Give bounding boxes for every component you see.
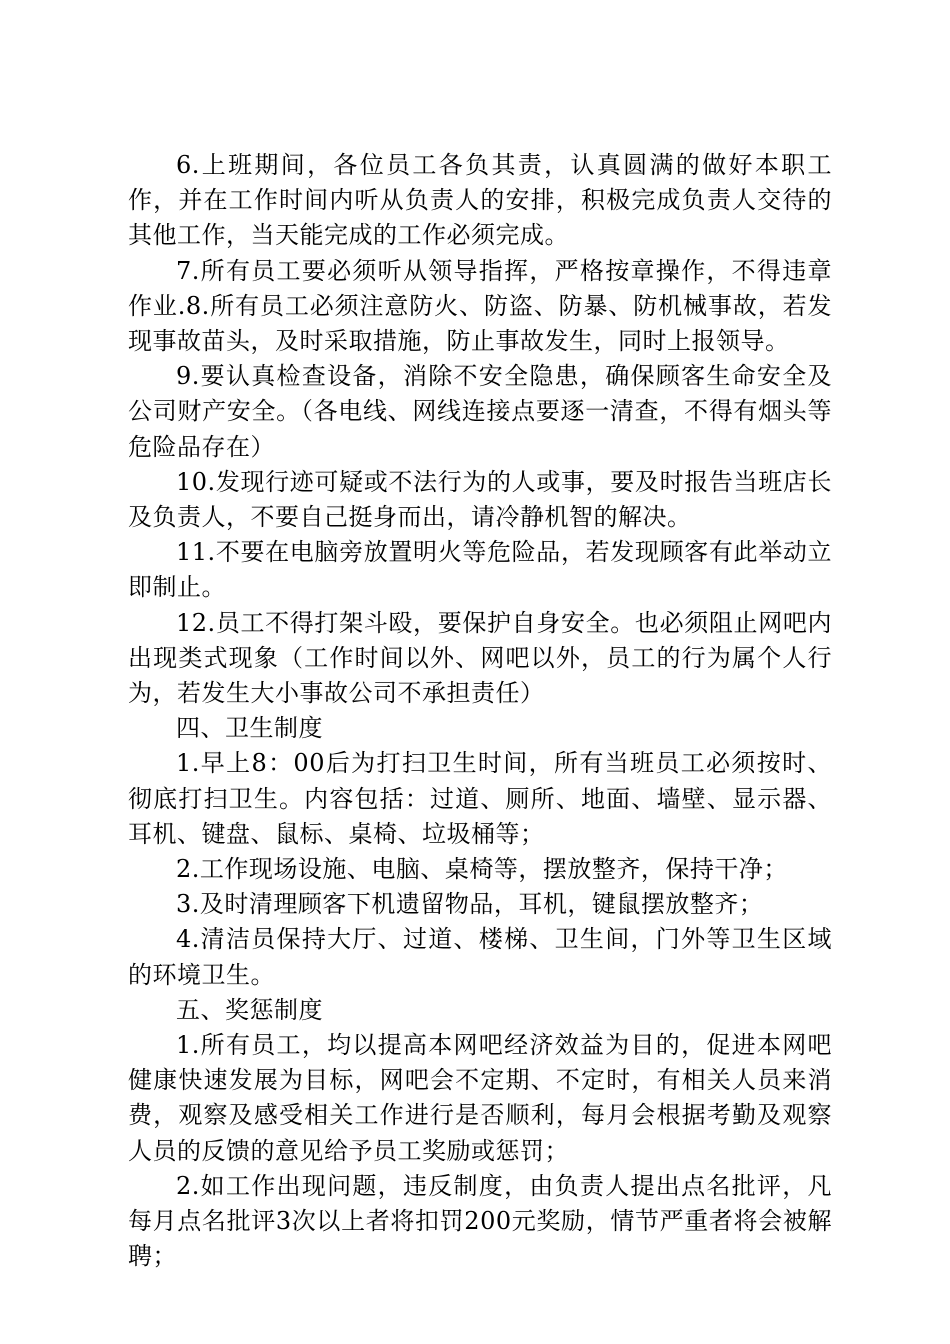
paragraph-rule-10: 10.发现行迹可疑或不法行为的人或事，要及时报告当班店长及负责人，不要自己挺身而出，请冷静机智的解决。 bbox=[128, 467, 832, 532]
paragraph-hygiene-3: 3.及时清理顾客下机遗留物品，耳机，键鼠摆放整齐； bbox=[176, 890, 764, 919]
paragraph-rule-11: 11.不要在电脑旁放置明火等危险品，若发现顾客有此举动立即制止。 bbox=[128, 538, 832, 602]
paragraph-rule-9: 9.要认真检查设备，消除不安全隐患，确保顾客生命安全及公司财产安全。（各电线、网线连接点要逐一清查，不得有烟头等危险品存在） bbox=[128, 362, 832, 461]
paragraph-hygiene-4: 4.清洁员保持大厅、过道、楼梯、卫生间，门外等卫生区域的环境卫生。 bbox=[128, 925, 832, 989]
paragraph-rule-6: 6.上班期间，各位员工各负其责，认真圆满的做好本职工作，并在工作时间内听从负责人的安排，积极完成负责人交待的其他工作，当天能完成的工作必须完成。 bbox=[128, 151, 832, 250]
paragraph-rule-12: 12.员工不得打架斗殴，要保护自身安全。也必须阻止网吧内出现类式现象（工作时间以外、网吧以外，员工的行为属个人行为，若发生大小事故公司不承担责任） bbox=[128, 608, 832, 708]
paragraph-hygiene-1: 1.早上8：00后为打扫卫生时间，所有当班员工必须按时、彻底打扫卫生。内容包括：过道、厕所、地面、墙壁、显示器、耳机、键盘、鼠标、桌椅、垃圾桶等； bbox=[128, 749, 832, 848]
section-heading-rewards: 五、奖惩制度 bbox=[176, 995, 323, 1024]
paragraph-rewards-2: 2.如工作出现问题，违反制度，由负责人提出点名批评，凡每月点名批评3次以上者将扣罚200元奖励，情节严重者将会被解聘； bbox=[128, 1171, 832, 1271]
paragraph-rule-7-8: 7.所有员工要必须听从领导指挥，严格按章操作，不得违章作业.8.所有员工必须注意防火、防盗、防暴、防机械事故，若发现事故苗头，及时采取措施，防止事故发生，同时上报领导。 bbox=[128, 256, 832, 356]
paragraph-rewards-1: 1.所有员工，均以提高本网吧经济效益为目的，促进本网吧健康快速发展为目标，网吧会不定期、不定时，有相关人员来消费，观察及感受相关工作进行是否顺利，每月会根据考勤及观察人员的反馈的意见给予员工奖励或惩罚； bbox=[128, 1031, 832, 1165]
section-heading-hygiene: 四、卫生制度 bbox=[176, 714, 323, 743]
paragraph-hygiene-2: 2.工作现场设施、电脑、桌椅等，摆放整齐，保持干净； bbox=[176, 855, 788, 884]
document-body bbox=[128, 148, 832, 1275]
